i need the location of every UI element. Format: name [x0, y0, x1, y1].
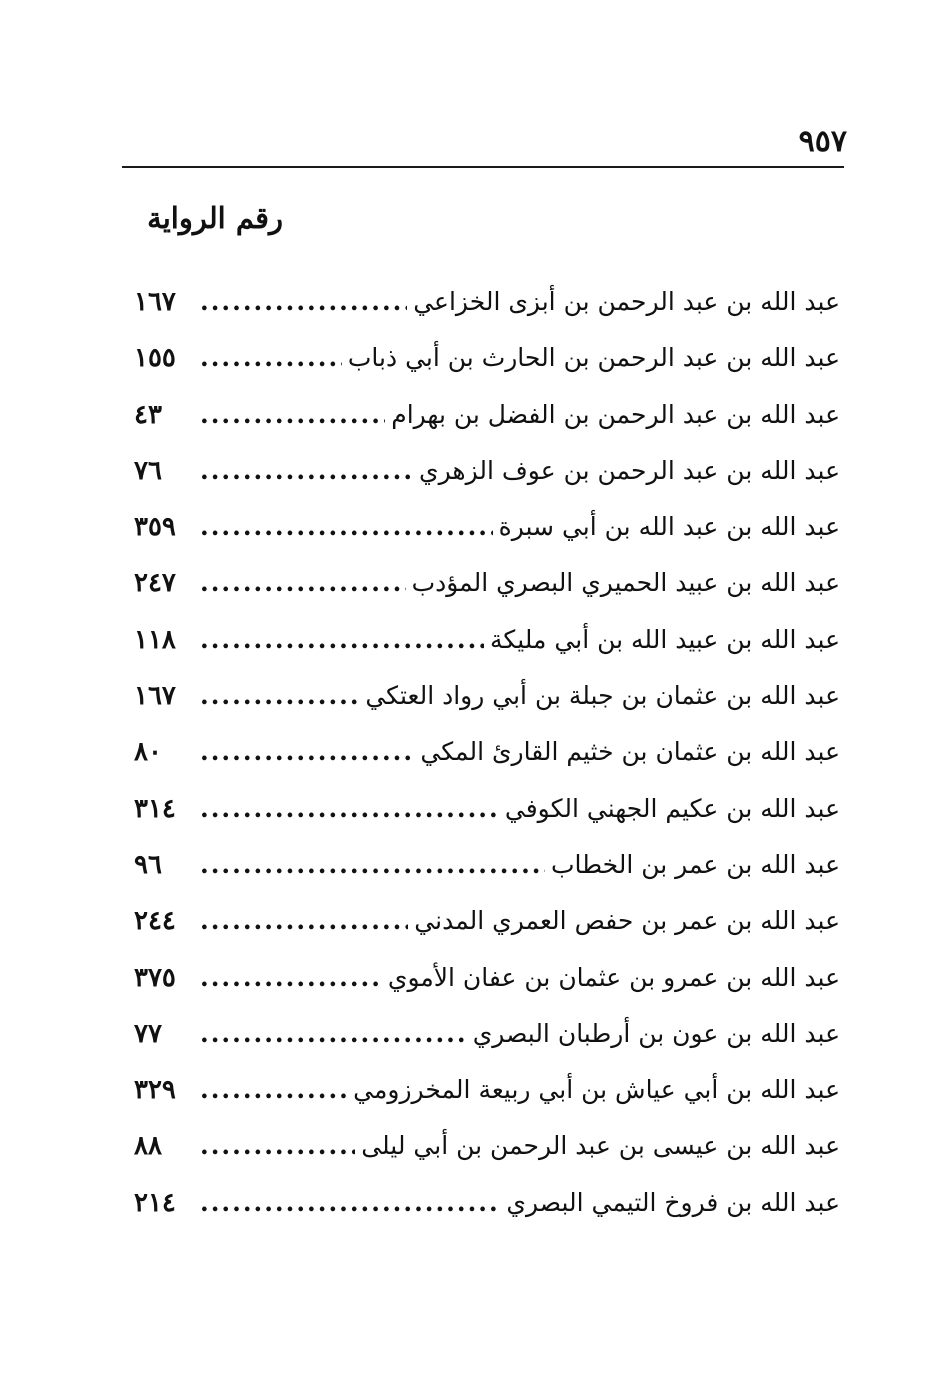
narration-number: ٣٢٩	[134, 1075, 176, 1106]
page-number: ٩٥٧	[798, 124, 847, 159]
narrator-name: عبد الله بن عثمان بن جبلة بن أبي رواد العتكي	[365, 681, 840, 711]
narrator-name: عبد الله بن عبد الله بن أبي سبرة	[498, 512, 840, 542]
narration-number: ٢١٤	[134, 1187, 176, 1218]
narrator-name: عبد الله بن عمرو بن عثمان بن عفان الأموي	[387, 962, 840, 992]
index-entry	[134, 505, 840, 561]
dot-leader	[200, 730, 414, 774]
narration-number: ٩٦	[134, 849, 162, 880]
index-entry	[134, 561, 840, 617]
narration-number: ٢٤٤	[134, 906, 176, 937]
narration-number: ٢٤٧	[134, 568, 176, 599]
narrator-name: عبد الله بن عون بن أرطبان البصري	[472, 1018, 840, 1048]
narration-number: ٤٣	[134, 399, 162, 430]
narration-number: ٧٧	[134, 1018, 162, 1049]
narrator-name: عبد الله بن فروخ التيمي البصري	[506, 1187, 840, 1217]
narrator-name: عبد الله بن عيسى بن عبد الرحمن بن أبي ليلى	[361, 1131, 840, 1161]
index-entry	[134, 787, 840, 843]
dot-leader	[200, 956, 382, 1000]
dot-leader	[200, 1181, 500, 1225]
index-entry	[134, 449, 840, 505]
index-entry	[134, 1068, 840, 1124]
narrator-name: عبد الله بن عكيم الجهني الكوفي	[504, 793, 840, 823]
narrator-name: عبد الله بن عبيد الحميري البصري المؤدب	[411, 568, 840, 598]
dot-leader	[200, 336, 342, 380]
index-entry	[134, 1124, 840, 1180]
narration-number: ٣٥٩	[134, 512, 176, 543]
narrator-name: عبد الله بن أبي عياش بن أبي ربيعة المخرزومي	[353, 1075, 840, 1105]
narrator-name: عبد الله بن عبد الرحمن بن الفضل بن بهرام	[391, 399, 840, 429]
index-entry	[134, 1181, 840, 1237]
narrator-name: عبد الله بن عبيد الله بن أبي مليكة	[490, 624, 840, 654]
index-entry	[134, 336, 840, 392]
narrator-name: عبد الله بن عبد الرحمن بن الحارث بن أبي ذباب	[347, 343, 840, 373]
dot-leader	[200, 505, 493, 549]
narration-number: ١٦٧	[134, 681, 176, 712]
index-entry	[134, 899, 840, 955]
narration-number: ٣١٤	[134, 793, 176, 824]
index-entry	[134, 1012, 840, 1068]
dot-leader	[200, 1124, 355, 1168]
narration-number: ١٦٧	[134, 287, 176, 317]
narration-number: ١٥٥	[134, 343, 176, 374]
dot-leader	[200, 561, 406, 605]
narrator-name: عبد الله بن عثمان بن خثيم القارئ المكي	[420, 737, 840, 767]
narration-number: ٨٨	[134, 1131, 162, 1162]
narration-number: ٣٧٥	[134, 962, 176, 993]
dot-leader	[200, 899, 408, 943]
index-entry	[134, 843, 840, 899]
dot-leader	[200, 1068, 347, 1112]
dot-leader	[200, 1012, 467, 1056]
narrator-name: عبد الله بن عمر بن الخطاب	[550, 849, 840, 879]
dot-leader	[200, 280, 407, 324]
narrator-name: عبد الله بن عمر بن حفص العمري المدني	[414, 906, 840, 936]
index-entry	[134, 956, 840, 1012]
index-entry	[134, 618, 840, 674]
header-rule	[122, 166, 844, 168]
narration-number: ١١٨	[134, 624, 176, 655]
dot-leader	[200, 449, 413, 493]
narration-number: ٧٦	[134, 455, 162, 486]
column-heading: رقم الرواية	[147, 201, 283, 235]
dot-leader	[200, 674, 359, 718]
dot-leader	[200, 393, 385, 437]
index-entry	[134, 280, 840, 336]
dot-leader	[200, 787, 499, 831]
index-entry	[134, 674, 840, 730]
dot-leader	[200, 618, 484, 662]
narrator-name: عبد الله بن عبد الرحمن بن أبزى الخزاعي	[413, 287, 840, 316]
dot-leader	[200, 843, 545, 887]
index-entry	[134, 393, 840, 449]
narrator-name: عبد الله بن عبد الرحمن بن عوف الزهري	[419, 455, 840, 485]
narration-number: ٨٠	[134, 737, 162, 768]
index-entry	[134, 730, 840, 786]
narrator-index-list	[134, 280, 840, 1237]
